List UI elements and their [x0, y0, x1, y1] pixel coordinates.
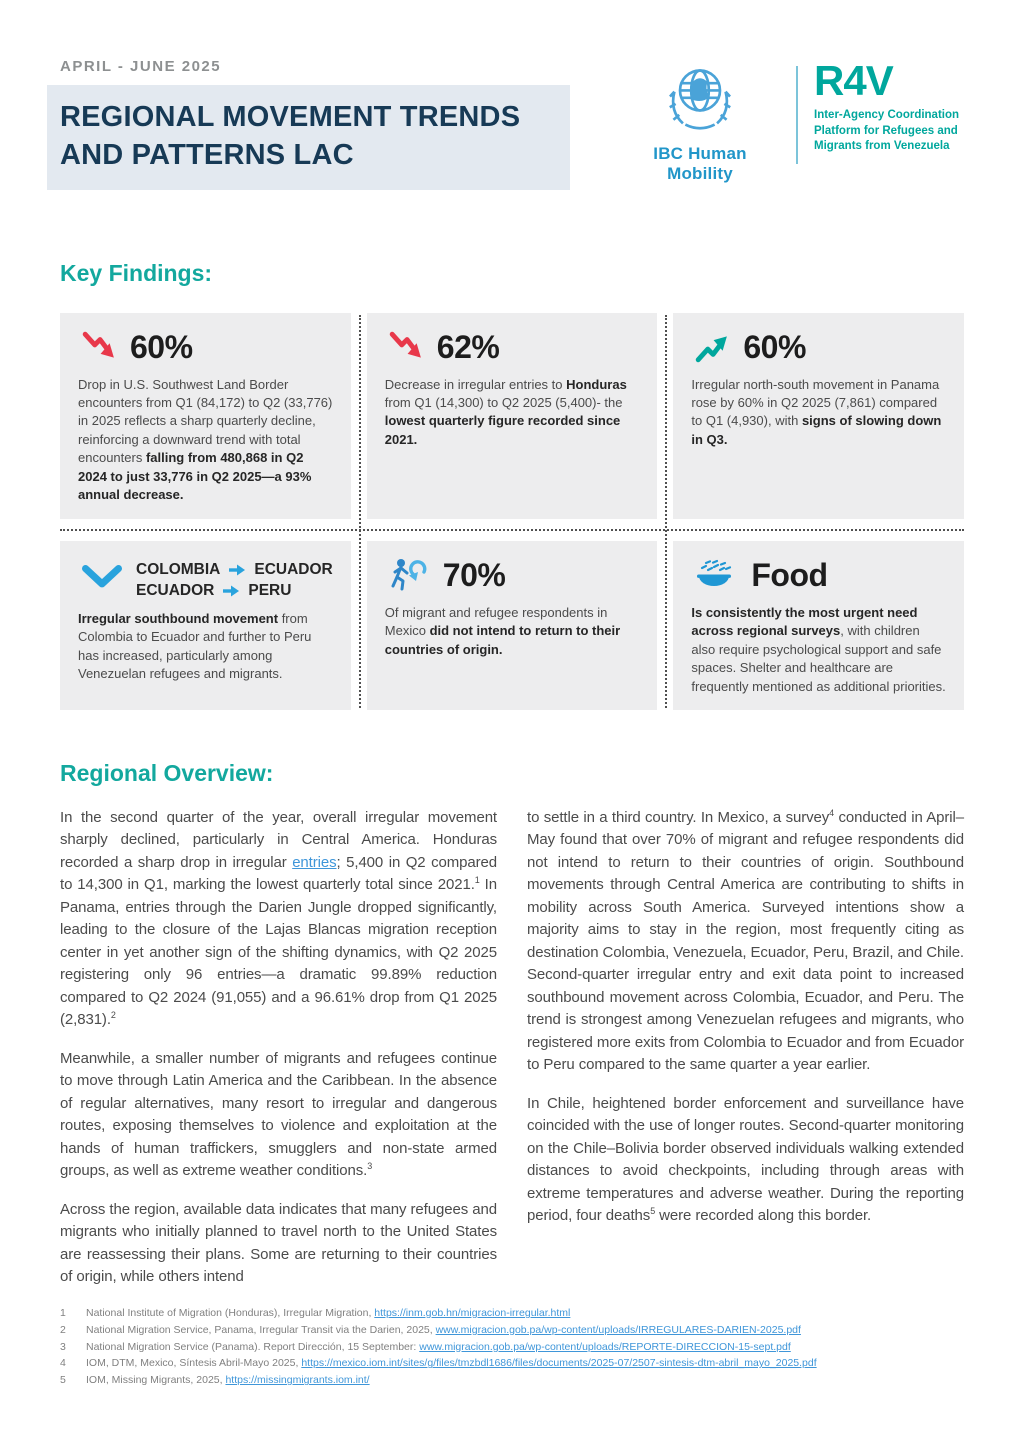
body-text: Of migrant and refugee respondents in Mexico	[384, 604, 608, 639]
footnote-item	[60, 1355, 964, 1372]
chevron-down-icon	[82, 565, 122, 591]
footnote-ref: 5	[650, 1206, 656, 1217]
footnote-link[interactable]: https://inm.gob.hn/migracion-irregular.html	[374, 1306, 571, 1319]
overview-paragraph	[527, 807, 964, 1077]
footnote-number: 2	[60, 1323, 66, 1336]
footnote-number: 1	[60, 1306, 66, 1319]
route-row: COLOMBIA ECUADOR	[136, 560, 333, 578]
emphasis-text: signs of slowing down in Q3.	[691, 413, 942, 447]
footnote-text: National Institute of Migration (Honduras), Irregular Migration, https://inm.gob.hn/migracion-irregular.html	[86, 1306, 571, 1319]
body-text: conducted in April–May found that over 70% of migrant and refugee respondents did not intend to return to their countries of origin. Southbound movements through Central America are contributing to shifts in mobility across South America. Surveyed intentions show a majority aims to stay in the region, most frequently citing as destination Colombia, Venezuela, Ecuador, Peru, Brazil, and Chile. Second-quarter irregular entry and exit data point to increased southbound movement across Colombia, Ecuador, and Peru. The trend is strongest among Venezuelan refugees and migrants, who registered more exits from Colombia to Ecuador and from Ecuador to Peru compared to the same quarter a year earlier.	[527, 808, 965, 1074]
finding-stat: 70%	[442, 556, 506, 593]
person-return-icon	[389, 558, 429, 592]
footnote-text: National Migration Service (Panama). Report Dirección, 15 September: www.migracion.gob.pa/wp-content/uploads/REPORTE-DIRECCION-15-sept.pdf	[86, 1340, 791, 1353]
footnote-link[interactable]: www.migracion.gob.pa/wp-content/uploads/IRREGULARES-DARIEN-2025.pdf	[435, 1323, 801, 1336]
footnote-link[interactable]: https://missingmigrants.iom.int/	[225, 1374, 370, 1387]
footnote-number: 5	[60, 1374, 66, 1387]
footnote-ref: 1	[474, 875, 480, 886]
overview-paragraph	[60, 807, 497, 1032]
route-arrow-icon	[222, 585, 240, 597]
finding-card-honduras	[367, 313, 658, 519]
footnote-text: IOM, DTM, Mexico, Síntesis Abril-Mayo 2025, https://mexico.iom.int/sites/g/files/tmzbdl1686/files/documents/2025-07/2507-sintesis-dtm-abril_mayo_2025.pdf	[86, 1357, 817, 1370]
logos	[620, 58, 964, 184]
overview-paragraph	[60, 1199, 497, 1289]
finding-card-panama	[673, 313, 964, 519]
r4v-logo	[814, 57, 964, 155]
overview-paragraph	[60, 1048, 497, 1183]
finding-text	[78, 376, 333, 505]
overview-columns	[60, 807, 964, 1305]
finding-stat: Food	[751, 556, 828, 593]
body-text: In Panama, entries through the Darien Jungle dropped significantly, leading to the closure of the Lajas Blancas migration reception center in yet another sign of the shifting dynamics, with Q2 2025 registering only 96 entries—a dramatic 99.89% reduction compared to Q2 2024 (91,055) and a 96.61% drop from Q1 2025 (2,831).	[60, 876, 497, 1029]
finding-text	[78, 610, 333, 684]
dotted-divider-vertical	[359, 315, 361, 708]
overview-column-right	[527, 807, 964, 1305]
dotted-divider-horizontal	[60, 529, 964, 531]
logo-divider	[796, 66, 798, 164]
body-text: Decrease in irregular entries to	[384, 376, 567, 392]
key-findings-grid	[60, 313, 964, 710]
finding-text	[691, 376, 946, 450]
finding-card-southbound	[60, 541, 351, 710]
trend-down-icon	[389, 330, 423, 364]
finding-card-us-border	[60, 313, 351, 519]
finding-stat: 62%	[436, 328, 500, 365]
body-text: In Chile, heightened border enforcement and surveillance have coincided with the use of longer routes. Second-quarter monitoring on the Chile–Bolivia border observed individuals walking extended distances to avoid checkpoints, including through areas with extreme temperatures and adverse weather. During the reporting period, four deaths	[527, 1094, 964, 1225]
ibc-label: IBC Human Mobility	[653, 144, 747, 183]
r4v-tagline: Inter-Agency Coordination Platform for Refugees and Migrants from Venezuela	[814, 109, 960, 153]
footnote-number: 4	[60, 1357, 66, 1370]
finding-card-food	[673, 541, 964, 710]
body-text: from Q1 (14,300) to Q2 2025 (5,400)- the	[384, 394, 623, 410]
report-period: APRIL - JUNE 2025	[60, 58, 222, 75]
emphasis-text: lowest quarterly figure recorded since 2021.	[384, 413, 621, 447]
header-title-area	[60, 58, 570, 190]
regional-overview-section	[0, 710, 1024, 1305]
finding-text	[385, 604, 640, 659]
body-text: were recorded along this border.	[655, 1207, 872, 1225]
emphasis-text: Honduras	[566, 376, 627, 392]
body-text: Drop in U.S. Southwest Land Border encounters from Q1 (84,172) to Q2 (33,776) in 2025 reflects a sharp quarterly decline, reinforcing a downward trend with total encounters	[78, 376, 333, 466]
body-text: Across the region, available data indicates that many refugees and migrants who initially planned to travel north to the United States are reassessing their plans. Some are returning to their countries of origin, while others intend	[60, 1200, 497, 1286]
body-text: In the second quarter of the year, overall irregular movement sharply declined, particularly in Central America. Honduras recorded a sharp drop in irregular	[60, 808, 497, 871]
finding-card-mexico-survey	[367, 541, 658, 710]
finding-stat: 60%	[743, 328, 806, 365]
body-text: Irregular north-south movement in Panama rose by 60% in Q2 2025 (7,861) compared to Q1 (4,930), with	[691, 376, 940, 429]
footnote-link[interactable]: https://mexico.iom.int/sites/g/files/tmzbdl1686/files/documents/2025-07/2507-sintesis-dtm-abril_mayo_2025.pdf	[301, 1357, 817, 1370]
footnote-item	[60, 1372, 964, 1389]
body-text: , with children also require psychological support and safe spaces. Shelter and healthcare are frequently mentioned as additional priorities.	[691, 623, 946, 694]
body-text: to settle in a third country. In Mexico, a survey	[527, 808, 830, 826]
footnote-ref: 4	[829, 807, 835, 818]
finding-text	[691, 604, 946, 696]
footnote-ref: 3	[367, 1161, 373, 1172]
body-text: ; 5,400 in Q2 compared to 14,300 in Q1, marking the lowest quarterly total since 2021.	[60, 853, 498, 894]
overview-column-left	[60, 807, 497, 1305]
emphasis-text: Is consistently the most urgent need across regional surveys	[691, 604, 918, 639]
footnote-item	[60, 1339, 964, 1356]
emphasis-text: falling from 480,868 in Q2 2024 to just 33,776 in Q2 2025—a 93% annual decrease.	[78, 450, 312, 503]
inline-link[interactable]: entries	[292, 853, 337, 871]
key-findings-heading: Key Findings:	[60, 259, 213, 286]
finding-stat: 60%	[130, 328, 193, 365]
trend-down-icon	[82, 330, 116, 364]
finding-text	[385, 376, 640, 450]
footnote-item	[60, 1305, 964, 1322]
un-emblem-icon	[661, 60, 739, 138]
footnote-item	[60, 1322, 964, 1339]
footnotes-list	[0, 1305, 1024, 1453]
trend-up-icon	[695, 330, 729, 364]
overview-paragraph	[527, 1093, 964, 1228]
route-list	[136, 557, 333, 600]
dotted-divider-vertical	[665, 315, 667, 708]
body-text: from Colombia to Ecuador and further to Peru has increased, particularly among Venezuelan refugees and migrants.	[78, 610, 312, 682]
footnote-text: National Migration Service, Panama, Irregular Transit via the Darien, 2025, www.migracion.gob.pa/wp-content/uploads/IRREGULARES-DARIEN-2025.pdf	[86, 1323, 801, 1336]
footnote-link[interactable]: www.migracion.gob.pa/wp-content/uploads/REPORTE-DIRECCION-15-sept.pdf	[419, 1340, 791, 1353]
page-title: REGIONAL MOVEMENT TRENDS AND PATTERNS LAC	[60, 101, 521, 172]
route-row: ECUADOR PERU	[136, 581, 292, 599]
footnote-number: 3	[60, 1340, 66, 1353]
route-arrow-icon	[228, 564, 246, 576]
footnote-text: IOM, Missing Migrants, 2025, https://missingmigrants.iom.int/	[86, 1374, 370, 1387]
food-bowl-icon	[695, 558, 737, 592]
title-block	[47, 85, 570, 190]
footnote-ref: 2	[110, 1010, 116, 1021]
ibc-logo	[620, 60, 780, 184]
header	[0, 0, 1024, 190]
body-text: Meanwhile, a smaller number of migrants and refugees continue to move through Latin America and the Caribbean. In the absence of regular alternatives, many resort to irregular and dangerous routes, exposing themselves to violence and exploitation at the hands of human traffickers, smugglers and non-state armed groups, as well as extreme weather conditions.	[60, 1049, 497, 1180]
key-findings-section	[0, 216, 1024, 710]
emphasis-text: did not intend to return to their countries of origin.	[384, 623, 621, 657]
regional-overview-heading: Regional Overview:	[60, 759, 274, 786]
emphasis-text: Irregular southbound movement	[78, 610, 279, 626]
r4v-wordmark: R4V	[814, 57, 893, 104]
